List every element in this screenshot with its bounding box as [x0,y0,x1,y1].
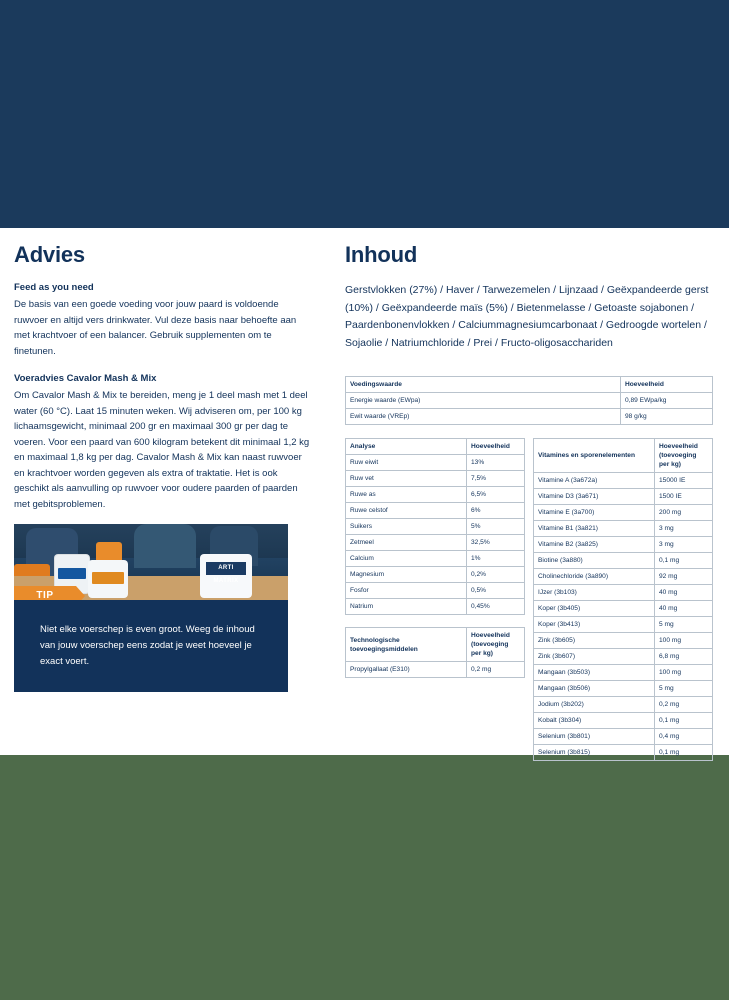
cell-name: Zink (3b605) [534,633,655,649]
cell-name: Natrium [346,599,467,615]
cell-name: Propylgallaat (E310) [346,662,467,678]
table-row [534,537,713,553]
cell-name: Zink (3b607) [534,649,655,665]
contents-column [345,242,715,761]
cell-name: Koper (3b413) [534,617,655,633]
cell-name: Selenium (3b801) [534,729,655,745]
cell-name: Kobalt (3b304) [534,713,655,729]
table-row [534,681,713,697]
document-page [0,228,729,755]
cell-value: 0,4 mg [655,729,713,745]
cell-value: 3 mg [655,521,713,537]
advice-paragraph-1: De basis van een goede voeding voor jouw paard is voldoende ruwvoer en altijd vers drinkwater. Vul deze basis naar behoefte aan met krachtvoer of een balancer. Gebruik supplementen om te finetunen. [14,299,297,357]
table-row [534,521,713,537]
cell-value: 6% [467,503,525,519]
table-nutritional-value [345,376,713,425]
column-header-technologische: Technologische toevoegingsmiddelen [346,628,467,662]
table-analysis [345,438,525,615]
cell-value: 0,1 mg [655,553,713,569]
backdrop-top-band [0,0,729,228]
tip-text: Niet elke voerschep is even groot. Weeg de inhoud van jouw voerschep eens zodat je weet hoeveel je exact voert. [40,624,255,667]
table-header-row [346,439,525,455]
cell-name: Magnesium [346,567,467,583]
tables-grid [345,438,715,761]
cell-name: Selenium (3b815) [534,745,655,761]
cell-value: 32,5% [467,535,525,551]
cell-value: 15000 IE [655,473,713,489]
tip-flag-badge: TIP [14,586,76,600]
table-header-row [534,439,713,473]
table-header-row [346,377,713,393]
cell-name: Calcium [346,551,467,567]
table-row [346,409,713,425]
table-row [346,567,525,583]
table-spacer [345,615,525,627]
cell-value: 100 mg [655,633,713,649]
backdrop-bottom-band [0,755,729,1000]
cell-value: 0,1 mg [655,745,713,761]
tip-card [14,524,288,692]
table-row [346,487,525,503]
table-row [346,503,525,519]
table-row [534,601,713,617]
cell-name: Fosfor [346,583,467,599]
cell-name: Ruw vet [346,471,467,487]
tables-right-stack [533,438,713,761]
cell-value: 98 g/kg [621,409,713,425]
table-row [534,713,713,729]
table-row [534,649,713,665]
table-row [534,489,713,505]
cell-value: 1% [467,551,525,567]
cell-value: 5% [467,519,525,535]
cell-value: 92 mg [655,569,713,585]
cell-name: Jodium (3b202) [534,697,655,713]
advice-subheading-2: Voeradvies Cavalor Mash & Mix [14,373,157,384]
table-row [534,569,713,585]
table-row [346,471,525,487]
table-row [346,393,713,409]
cell-name: Vitamine B1 (3a821) [534,521,655,537]
photo-product-label: ARTI MATRIX [206,562,246,575]
cell-name: Zetmeel [346,535,467,551]
cell-name: Cholinechloride (3a890) [534,569,655,585]
cell-name: Ewit waarde (VREp) [346,409,621,425]
cell-name: Vitamine B2 (3a825) [534,537,655,553]
table-row [534,665,713,681]
table-row [534,473,713,489]
cell-name: Suikers [346,519,467,535]
cell-value: 0,1 mg [655,713,713,729]
table-vitamins-trace-elements [533,438,713,761]
table-row [346,583,525,599]
column-header-analyse: Analyse [346,439,467,455]
advice-column [14,242,314,692]
table-row [534,585,713,601]
column-header-hoeveelheid: Hoeveelheid [621,377,713,393]
table-row [534,633,713,649]
advice-title: Advies [14,242,85,267]
photo-person-center [134,524,196,568]
cell-name: Koper (3b405) [534,601,655,617]
cell-value: 0,2 mg [467,662,525,678]
cell-value: 6,8 mg [655,649,713,665]
cell-value: 3 mg [655,537,713,553]
table-row [534,553,713,569]
tables-left-stack [345,438,525,678]
cell-name: Energie waarde (EWpa) [346,393,621,409]
cell-value: 40 mg [655,601,713,617]
table-header-row [346,628,525,662]
cell-value: 0,2% [467,567,525,583]
cell-name: Biotine (3a880) [534,553,655,569]
advice-paragraph-2: Om Cavalor Mash & Mix te bereiden, meng je 1 deel mash met 1 deel water (60 °C). Laat 15 minuten weken. Wij adviseren om, per 100 kg lichaamsgewicht, minimaal 200 gr en maximaal 300 gr per dag te voeren. Voor een paard van 600 kilogram betekent dit minimaal 1,2 kg en maximaal 1,8 kg per dag. Cavalor Mash & Mix kan naast ruwvoer en krachtvoer worden gegeven als extra of traktatie. Het is ook geschikt als aanvulling op ruwvoer voor oudere paarden of paarden met gebitsproblemen. [14,390,310,510]
cell-name: Ruw eiwit [346,455,467,471]
cell-value: 6,5% [467,487,525,503]
table-technological-additives [345,627,525,678]
advice-subheading-1: Feed as you need [14,282,94,293]
tip-photo [14,524,288,600]
table-row [534,505,713,521]
contents-title: Inhoud [345,242,418,267]
cell-value: 0,89 EWpa/kg [621,393,713,409]
cell-value: 5 mg [655,681,713,697]
table-row [346,662,525,678]
cell-name: Mangaan (3b503) [534,665,655,681]
cell-name: Ruwe as [346,487,467,503]
photo-product-bucket-2 [88,560,128,598]
ingredients-text: Gerstvlokken (27%) / Haver / Tarwezemelen / Lijnzaad / Geëxpandeerde gerst (10%) / Geëxpandeerde maïs (5%) / Bietenmelasse / Getoaste sojabonen / Paardenbonenvlokken / Calciummagnesiumcarbonaat / Gedroogde wortelen / Sojaolie / Natriumchloride / Prei / Fructo-oligosacchariden [345,284,709,349]
column-header-voedingswaarde: Voedingswaarde [346,377,621,393]
table-row [346,535,525,551]
column-header-hoeveelheid-per-kg: Hoeveelheid (toevoeging per kg) [467,628,525,662]
cell-name: Vitamine D3 (3a671) [534,489,655,505]
cell-value: 0,45% [467,599,525,615]
cell-name: Vitamine A (3a672a) [534,473,655,489]
table-row [346,599,525,615]
cell-value: 0,5% [467,583,525,599]
cell-value: 0,2 mg [655,697,713,713]
cell-name: Vitamine E (3a700) [534,505,655,521]
cell-name: IJzer (3b103) [534,585,655,601]
cell-value: 200 mg [655,505,713,521]
table-row [346,455,525,471]
cell-value: 100 mg [655,665,713,681]
cell-value: 5 mg [655,617,713,633]
table-row [534,745,713,761]
column-header-hoeveelheid-per-kg: Hoeveelheid (toevoeging per kg) [655,439,713,473]
column-header-hoeveelheid: Hoeveelheid [467,439,525,455]
cell-value: 7,5% [467,471,525,487]
table-row [346,551,525,567]
table-row [534,729,713,745]
table-row [534,697,713,713]
table-row [534,617,713,633]
cell-value: 40 mg [655,585,713,601]
cell-value: 13% [467,455,525,471]
column-header-vitamines: Vitamines en sporenelementen [534,439,655,473]
cell-name: Ruwe celstof [346,503,467,519]
cell-value: 1500 IE [655,489,713,505]
cell-name: Mangaan (3b506) [534,681,655,697]
table-row [346,519,525,535]
